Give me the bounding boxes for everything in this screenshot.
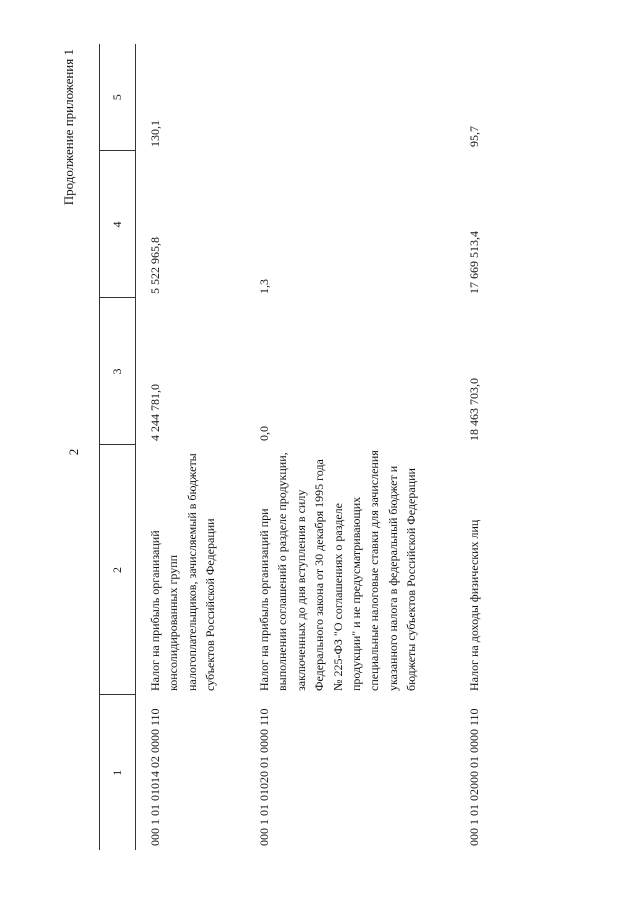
column-header: 5 bbox=[100, 44, 136, 151]
revenue-name-cell bbox=[245, 445, 455, 695]
column-header: 4 bbox=[100, 151, 136, 298]
column-header: 3 bbox=[100, 298, 136, 445]
revenue-name-cell bbox=[136, 445, 246, 695]
planned-value-cell: 4 244 781,0 bbox=[148, 384, 162, 441]
percent-cell: 95,7 bbox=[467, 126, 481, 147]
appendix-caption: Продолжение приложения 1 bbox=[61, 49, 76, 206]
table-row bbox=[245, 44, 455, 850]
revenue-name-text: Налог на доходы физических лиц bbox=[467, 519, 481, 691]
budget-code-cell: 000 1 01 01020 01 0000 110 bbox=[257, 708, 271, 846]
budget-code-cell: 000 1 01 02000 01 0000 110 bbox=[467, 708, 481, 846]
revenue-name-text: Налог на прибыль организаций консолидированных групп налогоплательщиков, зачисляемый в бюджеты субъектов Российской Федерации bbox=[148, 453, 218, 691]
revenue-name-text: Налог на прибыль организаций при выполнении соглашений о разделе продукции, заключенных до дня вступления в силу Федерального закона от 30 декабря 1995 года № 225-ФЗ "О соглашениях о разделе продукции" и не предусматривающих специальные налоговые ставки для зачисления указанного налога в федеральный бюджет и бюджеты субъектов Российской Федерации bbox=[257, 450, 419, 691]
actual-value-cell: 17 669 513,4 bbox=[467, 231, 481, 294]
page-number: 2 bbox=[66, 448, 81, 456]
percent-cell bbox=[245, 44, 455, 151]
planned-value-cell: 0,0 bbox=[257, 426, 271, 441]
percent-cell: 130,1 bbox=[148, 120, 162, 147]
revenue-table bbox=[99, 44, 509, 850]
budget-code-cell: 000 1 01 01014 02 0000 110 bbox=[148, 708, 162, 846]
revenue-name-cell bbox=[455, 445, 509, 695]
column-header: 1 bbox=[100, 695, 136, 850]
actual-value-cell: 1,3 bbox=[257, 279, 271, 294]
column-header: 2 bbox=[100, 445, 136, 695]
table-row bbox=[455, 44, 509, 850]
table-row bbox=[136, 44, 246, 850]
planned-value-cell: 18 463 703,0 bbox=[467, 378, 481, 441]
table-header-row bbox=[100, 44, 136, 850]
document-sheet bbox=[59, 40, 640, 850]
actual-value-cell: 5 522 965,8 bbox=[148, 237, 162, 294]
